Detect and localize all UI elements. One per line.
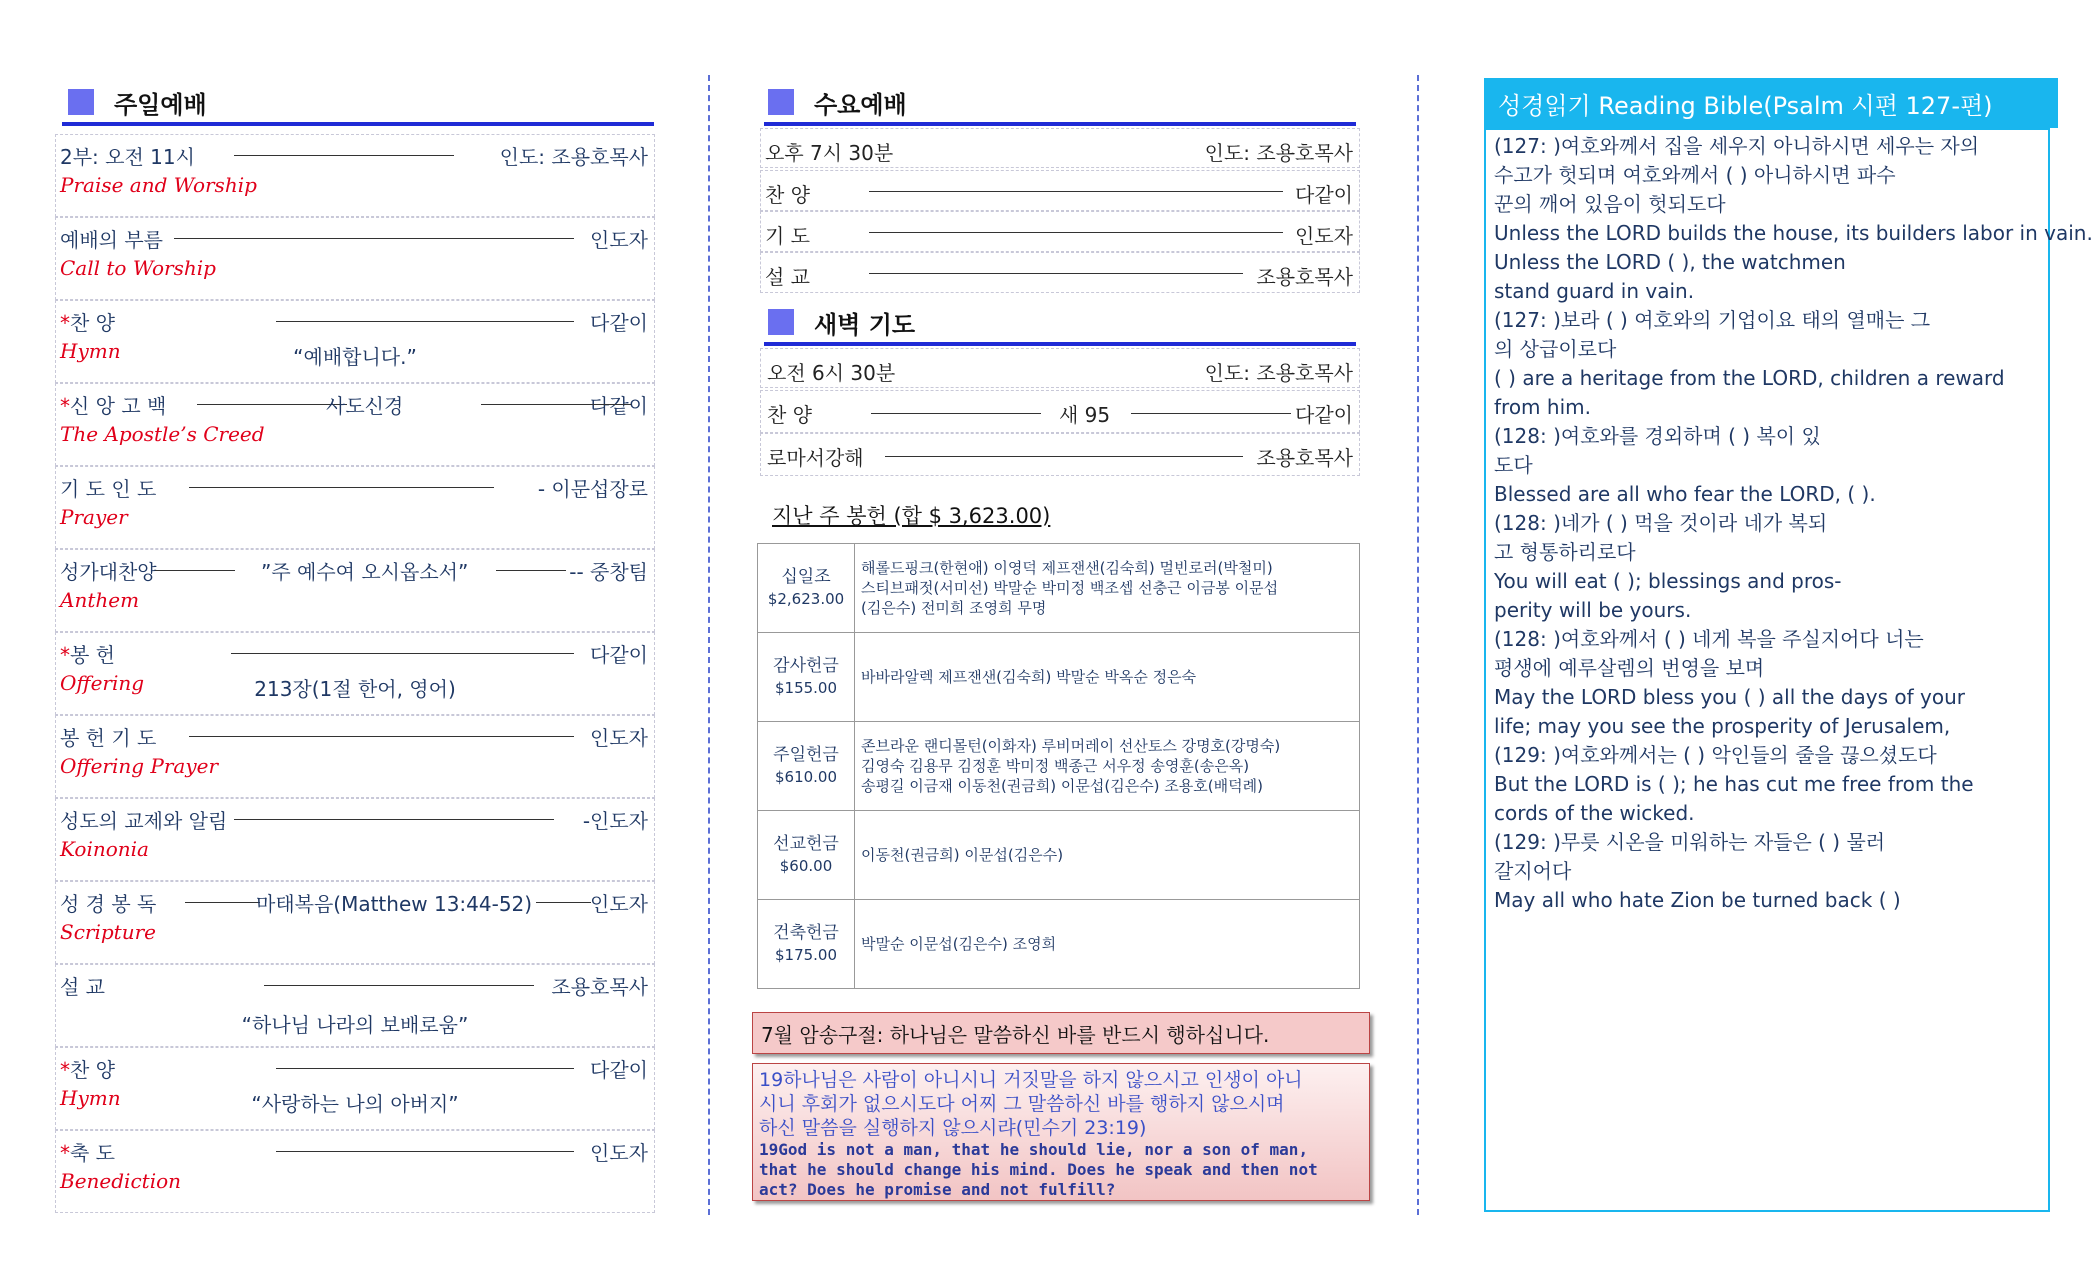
service-item-leader: 인도자 (590, 726, 648, 750)
offering-row (758, 544, 1360, 633)
leader-line (231, 653, 574, 654)
sunday-title: 주일예배 (114, 90, 207, 119)
column-divider-1 (708, 75, 710, 1215)
service-row (55, 1047, 655, 1130)
leader-line (885, 456, 1243, 457)
reading-line: 수고가 헛되며 여호와께서 ( ) 아니하시면 파수 (1494, 163, 1896, 187)
offering-row (758, 811, 1360, 900)
service-item-english: Koinonia (60, 837, 149, 861)
leader-line (189, 736, 574, 737)
reading-line: (128: )여호와를 경외하며 ( ) 복이 있 (1494, 424, 1821, 448)
service-item-leader: 다같이 (590, 643, 648, 667)
service-item-name: 2부: 오전 11시 (60, 145, 195, 169)
service-item-leader: 인도자 (590, 1141, 648, 1165)
sunday-service-heading (68, 82, 207, 122)
offering-category (758, 633, 855, 722)
offering-row (758, 722, 1360, 811)
wednesday-row (760, 211, 1360, 252)
service-item-subtitle: “하나님 나라의 보배로움” (241, 1013, 469, 1037)
leader-line (234, 819, 554, 820)
service-item-label (60, 390, 166, 419)
wednesday-item-leader: 다같이 (1295, 183, 1353, 207)
dawn-item-leader: 다같이 (1295, 403, 1353, 427)
verse-english-line: that he should change his mind. Does he speak and then not (759, 1160, 1318, 1179)
reading-line: 꾼의 깨어 있음이 헛되도다 (1494, 192, 1726, 216)
reading-line: Unless the LORD builds the house, its builders labor in vain. (1494, 221, 2093, 245)
donor-line: 송평길 이금재 이동천(권금희) 이문섭(김은수) 조용호(배덕례) (861, 777, 1263, 795)
wednesday-service-heading (768, 82, 907, 122)
donor-line: 바바라알렉 제프잰샌(김숙희) 박말순 박옥순 정은숙 (861, 668, 1197, 686)
service-row (55, 383, 655, 466)
donor-line: 해롤드핑크(한현애) 이영덕 제프잰샌(김숙희) 멀빈로러(박철미) (861, 559, 1273, 577)
reading-line: Unless the LORD ( ), the watchmen (1494, 250, 1846, 274)
service-item-subtitle: 213장(1절 한어, 영어) (254, 677, 456, 701)
service-row (55, 217, 655, 300)
reading-line: You will eat ( ); blessings and pros- (1494, 569, 1842, 593)
dawn-leader: 인도: 조용호목사 (1204, 361, 1353, 385)
service-item-english: Prayer (60, 505, 128, 529)
service-row (55, 300, 655, 383)
service-item-leader: 다같이 (590, 394, 648, 418)
leader-line (869, 273, 1243, 274)
service-item-name: 예배의 부름 (60, 228, 163, 252)
offering-category (758, 544, 855, 633)
service-item-label (60, 307, 115, 336)
service-item-english: Call to Worship (60, 256, 216, 280)
service-item-name: 찬 양 (70, 1058, 115, 1082)
wednesday-item-leader: 인도자 (1295, 224, 1353, 248)
reading-bible-title (1484, 78, 2058, 128)
reading-line: May all who hate Zion be turned back ( ) (1494, 888, 1901, 912)
leader-line (496, 570, 566, 571)
leader-line (1131, 413, 1291, 414)
leader-line (536, 902, 591, 903)
service-row (55, 632, 655, 715)
service-item-name: 봉 헌 (70, 643, 115, 667)
square-bullet-icon (768, 309, 794, 335)
reading-line: from him. (1494, 395, 1591, 419)
service-item-label (60, 224, 163, 253)
donor-line: 김영숙 김용무 김정훈 박미정 백종근 서우정 송영훈(송은옥) (861, 757, 1250, 775)
offering-title: 지난 주 봉헌 (합 $ 3,623.00) (772, 504, 1051, 528)
dawn-row (760, 433, 1360, 476)
offering-donors (855, 544, 1360, 633)
service-item-label (60, 141, 195, 170)
offering-row (758, 900, 1360, 989)
offering-category (758, 811, 855, 900)
service-item-english: Anthem (60, 588, 140, 612)
dawn-row (760, 390, 1360, 433)
reading-line: (129: )여호와께서는 ( ) 악인들의 줄을 끊으셨도다 (1494, 743, 1937, 767)
offering-table (757, 543, 1360, 989)
offering-donors (855, 633, 1360, 722)
service-row (55, 134, 655, 217)
reading-line: perity will be yours. (1494, 598, 1692, 622)
square-bullet-icon (768, 89, 794, 115)
service-item-name: 성가대찬양 (60, 560, 157, 584)
dawn-item-name: 로마서강해 (767, 446, 864, 470)
offering-amount: $2,623.00 (767, 590, 845, 608)
leader-line (481, 404, 631, 405)
service-item-leader: -인도자 (582, 809, 648, 833)
required-star: * (60, 1058, 70, 1082)
service-item-detail: 마태복음(Matthew 13:44-52) (256, 892, 533, 916)
donor-line: (김은수) 전미희 조영희 무명 (861, 599, 1047, 617)
reading-line: stand guard in vain. (1494, 279, 1695, 303)
dawn-item-name: 찬 양 (767, 403, 812, 427)
service-item-name: 축 도 (70, 1141, 115, 1165)
service-item-english: Offering Prayer (60, 754, 219, 778)
wednesday-row (760, 252, 1360, 293)
service-item-label (60, 1137, 115, 1166)
reading-line: (128: )여호와께서 ( ) 네게 복을 주실지어다 너는 (1494, 627, 1924, 651)
offering-amount: $610.00 (774, 768, 838, 786)
service-item-label (60, 888, 156, 917)
service-item-name: 성도의 교제와 알림 (60, 809, 228, 833)
leader-line (155, 570, 235, 571)
service-item-label (60, 639, 115, 668)
service-item-label (60, 556, 157, 585)
leader-line (264, 985, 534, 986)
wednesday-item-name: 찬 양 (765, 183, 810, 207)
required-star: * (60, 643, 70, 667)
donor-line: 존브라운 랜디몰턴(이화자) 루비머레이 선산토스 강명호(강명숙) (861, 737, 1281, 755)
offering-category (758, 900, 855, 989)
service-item-leader: 다같이 (590, 1058, 648, 1082)
donor-line: 스티브패젓(서미선) 박말순 박미정 백조셉 선충근 이금봉 이문섭 (861, 579, 1279, 597)
reading-line: 갈지어다 (1494, 859, 1572, 883)
service-item-name: 기 도 인 도 (60, 477, 157, 501)
leader-line (174, 238, 574, 239)
service-item-name: 성 경 봉 독 (60, 892, 157, 916)
service-item-label (60, 1054, 115, 1083)
leader-line (197, 404, 347, 405)
offering-amount: $175.00 (774, 946, 838, 964)
service-item-detail: ”주 예수여 오시옵소서” (261, 560, 469, 584)
wednesday-row (760, 170, 1360, 211)
service-item-subtitle: “사랑하는 나의 아버지” (251, 1092, 459, 1116)
verse-english-line: 19God is not a man, that he should lie, nor a son of man, (759, 1140, 1309, 1159)
reading-bible-box (1484, 128, 2093, 1212)
service-row (55, 549, 655, 632)
service-item-english: Scripture (60, 920, 156, 944)
column-divider-2 (1417, 75, 1419, 1215)
leader-line (185, 902, 260, 903)
reading-line: 평생에 예루살렘의 번영을 보며 (1494, 656, 1765, 680)
offering-row (758, 633, 1360, 722)
service-item-name: 설 교 (60, 975, 105, 999)
dawn-item-leader: 조용호목사 (1256, 446, 1353, 470)
wednesday-time: 오후 7시 30분 (765, 141, 894, 165)
leader-line (869, 191, 1283, 192)
required-star: * (60, 311, 70, 335)
square-bullet-icon (68, 89, 94, 115)
service-item-label (60, 805, 227, 834)
service-item-name: 봉 헌 기 도 (60, 726, 157, 750)
wednesday-item-leader: 조용호목사 (1256, 265, 1353, 289)
verse-english-line: act? Does he promise and not fulfill? (759, 1180, 1116, 1199)
offering-amount: $155.00 (774, 679, 838, 697)
service-item-label (60, 722, 156, 751)
offering-donors (855, 900, 1360, 989)
service-item-english: Benediction (60, 1169, 182, 1193)
leader-line (276, 1151, 574, 1152)
dawn-heading-bar (764, 342, 1356, 346)
reading-line: May the LORD bless you ( ) all the days of your (1494, 685, 1965, 709)
leader-line (189, 487, 494, 488)
dawn-time-row (760, 348, 1360, 388)
service-item-leader: 인도: 조용호목사 (499, 145, 648, 169)
service-item-label (60, 971, 105, 1000)
service-item-leader: -- 중창팀 (569, 560, 648, 584)
dawn-title: 새벽 기도 (814, 310, 916, 339)
verse-korean-line: 하신 말씀을 실행하지 않으시랴(민수기 23:19) (759, 1117, 1147, 1139)
reading-line: Blessed are all who fear the LORD, ( ). (1494, 482, 1876, 506)
offering-amount: $60.00 (779, 857, 833, 875)
reading-line: (127: )여호와께서 집을 세우지 아니하시면 세우는 자의 (1494, 134, 1980, 158)
dawn-prayer-heading (768, 302, 915, 342)
service-item-leader: 인도자 (590, 228, 648, 252)
service-item-leader: 인도자 (590, 892, 648, 916)
service-row (55, 1130, 655, 1213)
required-star: * (60, 1141, 70, 1165)
reading-line: (129: )무릇 시온을 미워하는 자들은 ( ) 물러 (1494, 830, 1886, 854)
reading-line: (127: )보라 ( ) 여호와의 기업이요 태의 열매는 그 (1494, 308, 1931, 332)
service-item-detail: 사도신경 (326, 394, 404, 418)
service-row (55, 881, 655, 964)
service-item-english: Praise and Worship (60, 173, 257, 197)
reading-line: 의 상급이로다 (1494, 337, 1617, 361)
service-item-label (60, 473, 156, 502)
service-item-leader: 다같이 (590, 311, 648, 335)
offering-name: 건축헌금 (773, 923, 839, 943)
service-row (55, 466, 655, 549)
reading-bible-title-text: 성경읽기 Reading Bible(Psalm 시편 127-편) (1498, 92, 1993, 120)
leader-line (234, 155, 454, 156)
reading-line: (128: )네가 ( ) 먹을 것이라 네가 복되 (1494, 511, 1828, 535)
wednesday-item-name: 설 교 (765, 265, 810, 289)
reading-line: 도다 (1494, 453, 1533, 477)
leader-line (276, 321, 574, 322)
memory-verse-title-text: 7월 암송구절: 하나님은 말씀하신 바를 반드시 행하십니다. (761, 1023, 1270, 1047)
offering-name: 감사헌금 (773, 656, 839, 676)
service-item-subtitle: “예배합니다.” (293, 345, 417, 369)
leader-line (871, 413, 1041, 414)
service-item-name: 찬 양 (70, 311, 115, 335)
service-item-english: Hymn (60, 339, 121, 363)
offering-name: 십일조 (781, 567, 831, 587)
service-row (55, 964, 655, 1047)
sunday-heading-bar (62, 122, 654, 126)
leader-line (276, 1068, 574, 1069)
verse-korean-line: 시니 후회가 없으시도다 어찌 그 말씀하신 바를 행하지 않으시며 (759, 1093, 1285, 1115)
reading-line: life; may you see the prosperity of Jerusalem, (1494, 714, 1951, 738)
service-item-leader: 조용호목사 (551, 975, 648, 999)
service-item-english: Offering (60, 671, 145, 695)
wednesday-time-row (760, 128, 1360, 168)
reading-line: ( ) are a heritage from the LORD, children a reward (1494, 366, 2005, 390)
donor-line: 박말순 이문섭(김은수) 조영희 (861, 935, 1057, 953)
offering-name: 주일헌금 (773, 745, 839, 765)
service-item-name: 신 앙 고 백 (70, 394, 167, 418)
verse-korean-line: 19하나님은 사람이 아니시니 거짓말을 하지 않으시고 인생이 아니 (759, 1069, 1303, 1091)
offering-donors (855, 811, 1360, 900)
memory-verse-box (752, 1063, 1370, 1201)
wednesday-item-name: 기 도 (765, 224, 810, 248)
offering-donors (855, 722, 1360, 811)
service-item-english: Hymn (60, 1086, 121, 1110)
service-row (55, 715, 655, 798)
required-star: * (60, 394, 70, 418)
memory-verse-title (752, 1012, 1370, 1054)
dawn-item-detail: 새 95 (1059, 403, 1111, 427)
service-item-leader: - 이문섭장로 (537, 477, 648, 501)
service-row (55, 798, 655, 881)
leader-line (869, 232, 1283, 233)
offering-category (758, 722, 855, 811)
reading-line: 고 형통하리로다 (1494, 540, 1636, 564)
wednesday-title: 수요예배 (814, 90, 907, 119)
service-item-english: The Apostle’s Creed (60, 422, 265, 446)
dawn-time: 오전 6시 30분 (767, 361, 896, 385)
wednesday-heading-bar (764, 122, 1356, 126)
reading-line: But the LORD is ( ); he has cut me free from the (1494, 772, 1974, 796)
wednesday-leader: 인도: 조용호목사 (1204, 141, 1353, 165)
offering-name: 선교헌금 (773, 834, 839, 854)
reading-line: cords of the wicked. (1494, 801, 1695, 825)
donor-line: 이동천(권금희) 이문섭(김은수) (861, 846, 1064, 864)
